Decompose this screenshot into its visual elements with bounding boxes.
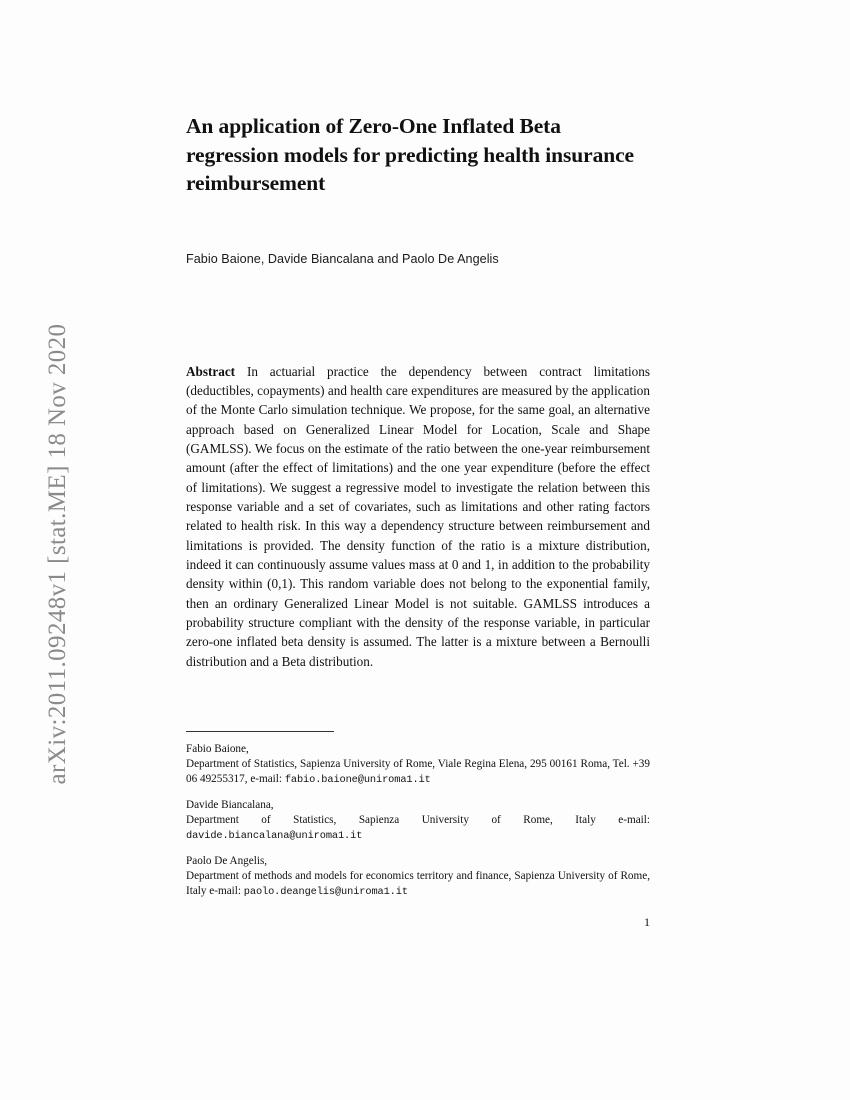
footnote-author-name: Davide Biancalana, [186, 799, 274, 812]
footnote-author-affiliation [186, 757, 650, 787]
abstract-text: In actuarial practice the dependency between contract limitations (deductibles, copayments) and health care expenditures are measured by the application of the Monte Carlo simulation technique. We propose, for the same goal, an alternative approach based on Generalized Linear Model for Location, Scale and Shape (GAMLSS). We focus on the estimate of the ratio between the one-year reimbursement amount (after the effect of limitations) and the one year expenditure (before the effect of limitations). We suggest a regressive model to investigate the relation between this response variable and a set of covariates, such as limitations and other rating factors related to health risk. In this way a dependency structure between reimbursement and limitations is provided. The density function of the ratio is a mixture distribution, indeed it can continuously assume values mass at 0 and 1, in addition to the probability density within (0,1). This random variable does not belong to the exponential family, then an ordinary Generalized Linear Model is not suitable. GAMLSS introduces a probability structure compliant with the density of the response variable, in particular zero-one inflated beta density is assumed. The latter is a mixture between a Bernoulli distribution and a Beta distribution. [186, 363, 650, 669]
paper-content [186, 112, 650, 671]
footnote-author-name: Paolo De Angelis, [186, 855, 268, 868]
footnote-affiliation-text: Department of Statistics, Sapienza University of Rome, Viale Regina Elena, 295 00161 Roma, Tel. +39 06 49255317, e-mail: [186, 757, 650, 785]
page-number: 1 [644, 915, 650, 929]
footnote-author-name: Fabio Baione, [186, 743, 249, 755]
footnote-author-3 [186, 854, 650, 899]
abstract-section [186, 362, 650, 671]
arxiv-identifier-stamp: arXiv:2011.09248v1 [stat.ME] 18 Nov 2020 [44, 323, 71, 785]
footnote-affiliation-text: Department of methods and models for economics territory and finance, Sapienza University of Rome, Italy e-mail: [186, 870, 650, 897]
footnote-author-affiliation [186, 813, 650, 843]
page-title: An application of Zero-One Inflated Beta regression models for predicting health insurance reimbursement [186, 114, 634, 196]
footnote-section [186, 742, 650, 910]
footnote-author-1 [186, 742, 650, 787]
footnote-affiliation-text: Department of Statistics, Sapienza University of Rome, Italy e-mail: [186, 813, 650, 826]
footnote-email-link[interactable]: davide.biancalana@uniroma1.it [186, 829, 363, 842]
author-list: Fabio Baione, Davide Biancalana and Paolo De Angelis [186, 251, 499, 266]
footnote-email-link[interactable]: paolo.deangelis@uniroma1.it [243, 885, 408, 898]
footnote-email-link[interactable]: fabio.baione@uniroma1.it [284, 773, 431, 786]
footnote-author-2 [186, 798, 650, 843]
footnote-divider [186, 731, 334, 732]
abstract-label: Abstract [186, 363, 236, 379]
footnote-author-affiliation [186, 869, 650, 899]
